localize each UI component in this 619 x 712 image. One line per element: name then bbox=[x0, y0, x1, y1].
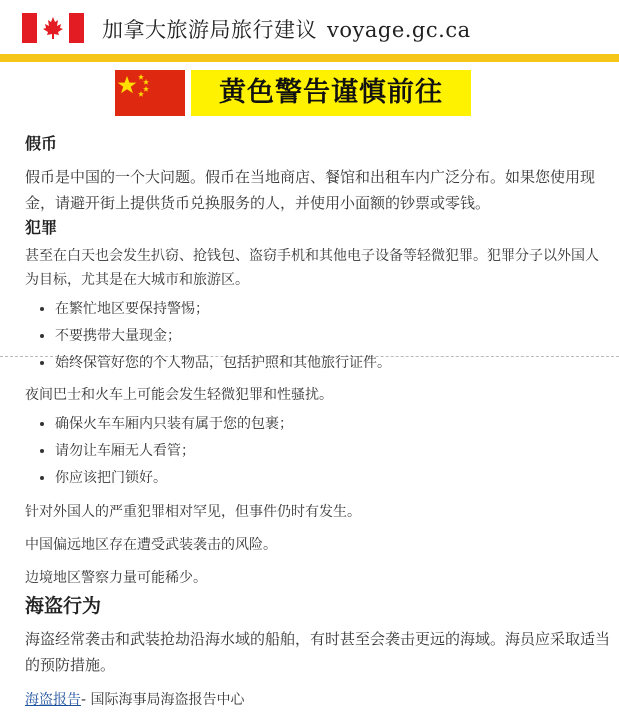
header-accent-bar bbox=[0, 54, 619, 62]
piracy-report-line bbox=[25, 688, 610, 712]
crime-intro: 甚至在白天也会发生扒窃、抢钱包、盗窃手机和其他电子设备等轻微犯罪。犯罪分子以外国人为目标，尤其是在大城市和旅游区。 bbox=[25, 248, 599, 288]
remote-area-note: 中国偏远地区存在遭受武装袭击的风险。 bbox=[25, 537, 277, 553]
header-title bbox=[102, 14, 471, 44]
page-header bbox=[0, 0, 619, 54]
advisory-content bbox=[25, 130, 610, 712]
list-item: • 不要携带大量现金； bbox=[55, 323, 610, 350]
canada-flag-icon bbox=[22, 13, 84, 43]
train-tips-list bbox=[25, 411, 610, 492]
counterfeit-body: 假币是中国的一个大问题。假币在当地商店、餐馆和出租车内广泛分布。如果您使用现金，请避开街上提供货币兑换服务的人，并使用小面额的钞票或零钱。 bbox=[25, 168, 596, 212]
night-crime-note: 夜间巴士和火车上可能会发生轻微犯罪和性骚扰。 bbox=[25, 387, 333, 403]
serious-crime-note: 针对外国人的严重犯罪相对罕见，但事件仍时有发生。 bbox=[25, 504, 361, 520]
piracy-report-source: - 国际海事局海盗报告中心 bbox=[81, 692, 245, 708]
border-area-note: 边境地区警察力量可能稀少。 bbox=[25, 570, 207, 586]
site-title: 加拿大旅游局旅行建议 bbox=[102, 18, 317, 42]
piracy-report-link[interactable]: 海盗报告 bbox=[25, 692, 81, 708]
list-item: • 请勿让车厢无人看管； bbox=[55, 438, 610, 465]
list-item: • 你应该把门锁好。 bbox=[55, 465, 610, 492]
crime-tips-list bbox=[25, 296, 610, 377]
list-item: • 确保火车车厢内只装有属于您的包裹； bbox=[55, 411, 610, 438]
piracy-body: 海盗经常袭击和武装抢劫沿海水域的船舶，有时甚至会袭击更远的海域。海员应采取适当的预防措施。 bbox=[25, 630, 611, 674]
list-item: • 在繁忙地区要保持警惕； bbox=[55, 296, 610, 323]
section-heading-crime: 犯罪 bbox=[25, 218, 58, 237]
section-heading-piracy: 海盗行为 bbox=[25, 595, 102, 617]
section-heading-counterfeit: 假币 bbox=[25, 134, 58, 153]
site-domain: voyage.gc.ca bbox=[327, 18, 471, 42]
warning-level-banner: 黄色警告谨慎前往 bbox=[191, 70, 471, 116]
list-item: • 始终保管好您的个人物品，包括护照和其他旅行证件。 bbox=[55, 350, 610, 377]
china-flag-icon bbox=[115, 70, 185, 116]
